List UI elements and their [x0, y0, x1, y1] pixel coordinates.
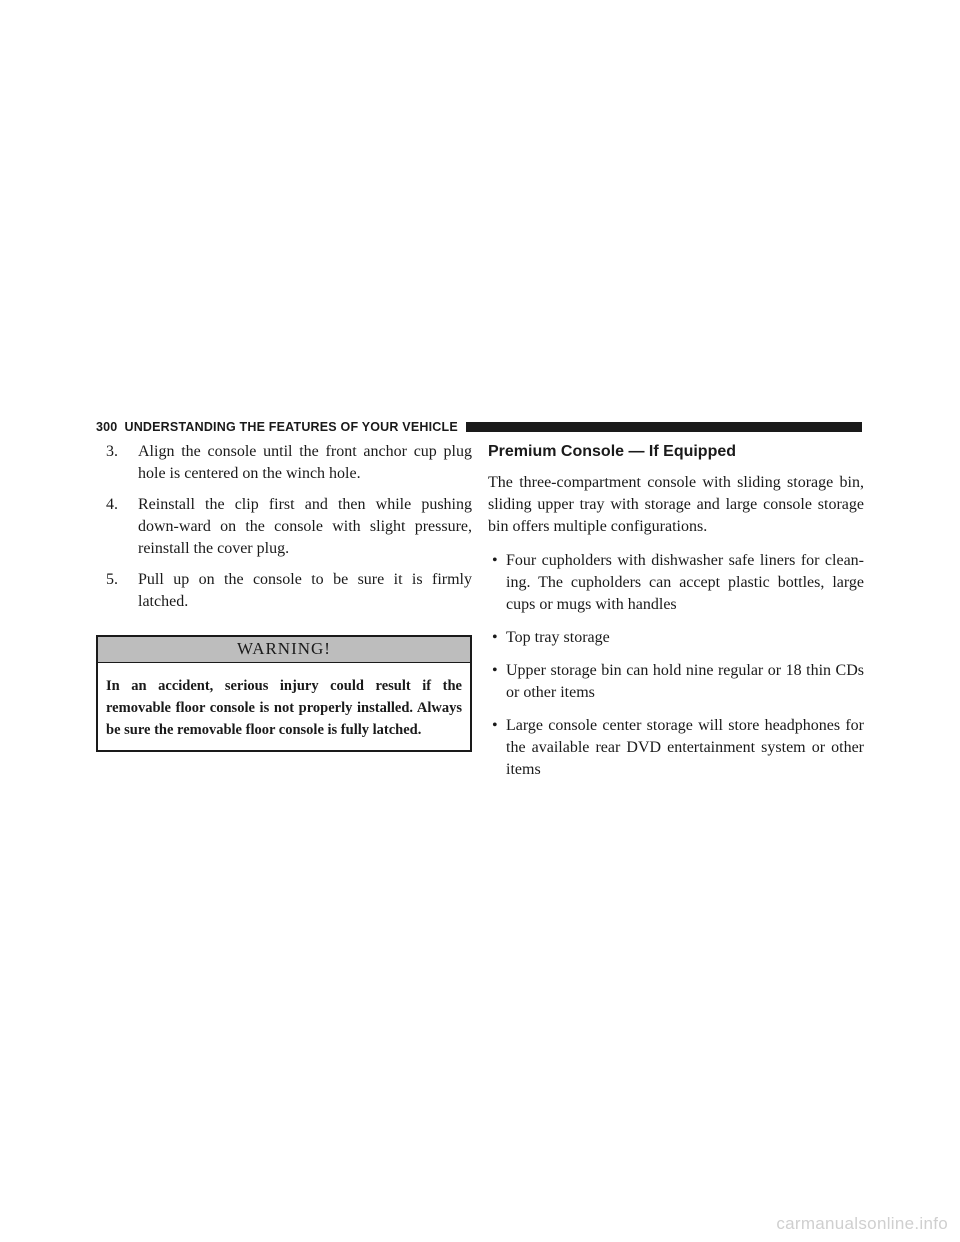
step-number: 3.: [106, 443, 118, 460]
bullet-text: Four cupholders with dishwasher safe liners for clean-ing. The cupholders can accept plastic bottles, large cups or mugs with handles: [506, 552, 864, 613]
bullet-text: Upper storage bin can hold nine regular or 18 thin CDs or other items: [506, 662, 864, 701]
warning-title: WARNING!: [98, 637, 470, 663]
bullet-item: [488, 660, 864, 704]
bullet-icon: •: [492, 662, 498, 679]
section-heading: Premium Console — If Equipped: [488, 443, 737, 460]
bullet-text: Large console center storage will store headphones for the available rear DVD entertainment system or other items: [506, 717, 864, 778]
step-text: Pull up on the console to be sure it is firmly latched.: [138, 571, 472, 610]
bullet-icon: •: [492, 552, 498, 569]
step-text: Reinstall the clip first and then while pushing down-ward on the console with slight pressure, reinstall the cover plug.: [138, 496, 472, 557]
page-header: [96, 418, 862, 436]
step-number: 5.: [106, 571, 118, 588]
header-rule: [466, 422, 862, 432]
step-item: [96, 569, 472, 613]
step-item: [96, 441, 472, 485]
step-text: Align the console until the front anchor cup plug hole is centered on the winch hole.: [138, 443, 472, 482]
section-title: UNDERSTANDING THE FEATURES OF YOUR VEHICLE: [124, 420, 458, 434]
right-column: [488, 441, 864, 792]
warning-text: In an accident, serious injury could result if the removable floor console is not properly installed. Always be sure the removable floor console is fully latched.: [106, 678, 462, 738]
left-column: [96, 441, 472, 752]
bullet-item: [488, 627, 864, 649]
step-item: [96, 494, 472, 560]
page-number: 300: [96, 420, 118, 434]
bullet-icon: •: [492, 629, 498, 646]
warning-box: [96, 635, 472, 752]
watermark: carmanualsonline.info: [776, 1214, 948, 1233]
bullet-icon: •: [492, 717, 498, 734]
bullet-text: Top tray storage: [506, 629, 610, 646]
bullet-item: [488, 715, 864, 781]
bullet-item: [488, 550, 864, 616]
intro-paragraph: The three-compartment console with sliding storage bin, sliding upper tray with storage and large console storage bin offers multiple configurations.: [488, 474, 864, 535]
step-number: 4.: [106, 496, 118, 513]
